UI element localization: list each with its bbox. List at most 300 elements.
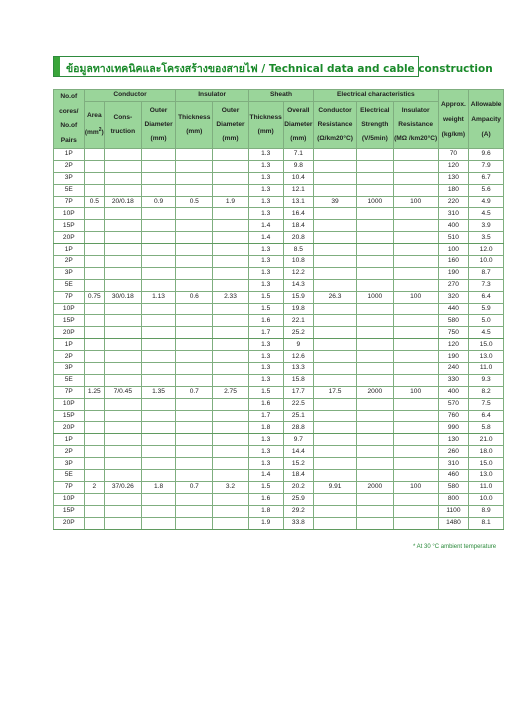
cores-cell: 20P: [54, 517, 85, 529]
weight-cell: 580: [438, 315, 469, 327]
conductor-outer-diameter-cell: [141, 327, 176, 339]
sheath-thickness-cell: 1.5: [248, 291, 283, 303]
sheath-thickness-cell: 1.3: [248, 339, 283, 351]
insulator-thickness-cell: [176, 160, 213, 172]
weight-cell: 100: [438, 244, 469, 256]
conductor-outer-diameter-cell: [141, 470, 176, 482]
electrical-strength-cell: [356, 374, 393, 386]
title-english: Technical data and cable construction: [268, 63, 493, 75]
electrical-strength-cell: [356, 184, 393, 196]
insulator-outer-diameter-cell: [213, 517, 249, 529]
electrical-strength-cell: [356, 398, 393, 410]
conductor-outer-diameter-cell: [141, 149, 176, 161]
technical-data-table: [53, 89, 504, 530]
cores-cell: 3P: [54, 458, 85, 470]
construction-cell: [104, 398, 141, 410]
header-insulator: Insulator: [176, 90, 248, 102]
area-cell: [84, 244, 104, 256]
header-conductor-resistance: Conductor Resistance (Ω/km20°C): [314, 102, 357, 149]
overall-diameter-cell: 29.2: [283, 505, 314, 517]
cores-cell: 1P: [54, 339, 85, 351]
table-row: [54, 493, 504, 505]
cores-cell: 7P: [54, 481, 85, 493]
overall-diameter-cell: 22.5: [283, 398, 314, 410]
construction-cell: [104, 517, 141, 529]
insulator-resistance-cell: [393, 256, 438, 268]
insulator-resistance-cell: [393, 232, 438, 244]
title-thai: ข้อมูลทางเทคนิคและโครงสร้างของสายไฟ: [66, 63, 258, 75]
conductor-resistance-cell: [314, 267, 357, 279]
insulator-outer-diameter-cell: [213, 149, 249, 161]
conductor-resistance-cell: [314, 220, 357, 232]
insulator-resistance-cell: [393, 446, 438, 458]
table-row: [54, 517, 504, 529]
conductor-outer-diameter-cell: [141, 172, 176, 184]
insulator-outer-diameter-cell: [213, 458, 249, 470]
insulator-outer-diameter-cell: [213, 410, 249, 422]
cores-cell: 20P: [54, 327, 85, 339]
weight-cell: 130: [438, 434, 469, 446]
construction-cell: [104, 303, 141, 315]
ampacity-cell: 9.3: [469, 374, 504, 386]
overall-diameter-cell: 12.1: [283, 184, 314, 196]
sheath-thickness-cell: 1.6: [248, 315, 283, 327]
electrical-strength-cell: [356, 422, 393, 434]
insulator-outer-diameter-cell: [213, 267, 249, 279]
insulator-outer-diameter-cell: [213, 256, 249, 268]
ampacity-cell: 15.0: [469, 458, 504, 470]
insulator-outer-diameter-cell: [213, 422, 249, 434]
construction-cell: [104, 267, 141, 279]
overall-diameter-cell: 13.3: [283, 363, 314, 375]
insulator-outer-diameter-cell: [213, 315, 249, 327]
insulator-resistance-cell: [393, 458, 438, 470]
table-row: [54, 244, 504, 256]
weight-cell: 190: [438, 351, 469, 363]
table-row: [54, 410, 504, 422]
area-cell: [84, 149, 104, 161]
insulator-outer-diameter-cell: [213, 339, 249, 351]
weight-cell: 760: [438, 410, 469, 422]
insulator-thickness-cell: [176, 244, 213, 256]
conductor-resistance-cell: [314, 327, 357, 339]
insulator-thickness-cell: [176, 422, 213, 434]
construction-cell: 7/0.45: [104, 386, 141, 398]
area-cell: [84, 172, 104, 184]
electrical-strength-cell: [356, 410, 393, 422]
electrical-strength-cell: [356, 267, 393, 279]
overall-diameter-cell: 15.2: [283, 458, 314, 470]
conductor-outer-diameter-cell: 1.35: [141, 386, 176, 398]
area-cell: [84, 220, 104, 232]
area-cell: [84, 493, 104, 505]
conductor-outer-diameter-cell: [141, 446, 176, 458]
conductor-resistance-cell: [314, 374, 357, 386]
ampacity-cell: 12.0: [469, 244, 504, 256]
cores-cell: 5E: [54, 279, 85, 291]
area-cell: [84, 232, 104, 244]
insulator-thickness-cell: [176, 232, 213, 244]
cores-cell: 2P: [54, 351, 85, 363]
ampacity-cell: 10.0: [469, 493, 504, 505]
section-title-box: [53, 56, 493, 77]
table-row: [54, 279, 504, 291]
insulator-resistance-cell: [393, 505, 438, 517]
insulator-resistance-cell: [393, 374, 438, 386]
weight-cell: 750: [438, 327, 469, 339]
construction-cell: [104, 160, 141, 172]
sheath-thickness-cell: 1.3: [248, 172, 283, 184]
sheath-thickness-cell: 1.3: [248, 244, 283, 256]
insulator-resistance-cell: [393, 327, 438, 339]
overall-diameter-cell: 9.8: [283, 160, 314, 172]
construction-cell: [104, 279, 141, 291]
table-row: [54, 339, 504, 351]
cores-cell: 3P: [54, 172, 85, 184]
construction-cell: [104, 493, 141, 505]
conductor-resistance-cell: [314, 315, 357, 327]
insulator-outer-diameter-cell: [213, 470, 249, 482]
construction-cell: [104, 351, 141, 363]
insulator-thickness-cell: [176, 208, 213, 220]
insulator-resistance-cell: 100: [393, 291, 438, 303]
table-row: [54, 184, 504, 196]
insulator-outer-diameter-cell: [213, 279, 249, 291]
table-row: [54, 303, 504, 315]
insulator-outer-diameter-cell: 1.9: [213, 196, 249, 208]
cores-cell: 1P: [54, 149, 85, 161]
insulator-thickness-cell: [176, 256, 213, 268]
sheath-thickness-cell: 1.5: [248, 303, 283, 315]
conductor-resistance-cell: [314, 244, 357, 256]
overall-diameter-cell: 22.1: [283, 315, 314, 327]
insulator-resistance-cell: [393, 315, 438, 327]
conductor-outer-diameter-cell: [141, 339, 176, 351]
electrical-strength-cell: 2000: [356, 481, 393, 493]
weight-cell: 130: [438, 172, 469, 184]
conductor-outer-diameter-cell: [141, 398, 176, 410]
sheath-thickness-cell: 1.3: [248, 149, 283, 161]
insulator-outer-diameter-cell: 2.33: [213, 291, 249, 303]
electrical-strength-cell: [356, 208, 393, 220]
overall-diameter-cell: 9.7: [283, 434, 314, 446]
construction-cell: [104, 220, 141, 232]
overall-diameter-cell: 33.8: [283, 517, 314, 529]
table-row: [54, 208, 504, 220]
sheath-thickness-cell: 1.3: [248, 363, 283, 375]
insulator-resistance-cell: [393, 172, 438, 184]
header-electrical-strength: Electrical Strength (V/5min): [356, 102, 393, 149]
cores-cell: 1P: [54, 244, 85, 256]
construction-cell: [104, 208, 141, 220]
ampacity-cell: 5.9: [469, 303, 504, 315]
overall-diameter-cell: 10.8: [283, 256, 314, 268]
insulator-resistance-cell: [393, 244, 438, 256]
weight-cell: 460: [438, 470, 469, 482]
conductor-resistance-cell: [314, 160, 357, 172]
overall-diameter-cell: 25.1: [283, 410, 314, 422]
electrical-strength-cell: [356, 315, 393, 327]
electrical-strength-cell: [356, 351, 393, 363]
conductor-resistance-cell: [314, 493, 357, 505]
insulator-resistance-cell: [393, 410, 438, 422]
overall-diameter-cell: 20.2: [283, 481, 314, 493]
area-cell: [84, 398, 104, 410]
ampacity-cell: 5.8: [469, 422, 504, 434]
conductor-resistance-cell: [314, 351, 357, 363]
header-approx-weight: Approx. weight (kg/km): [438, 90, 469, 149]
sheath-thickness-cell: 1.9: [248, 517, 283, 529]
table-row: [54, 446, 504, 458]
insulator-outer-diameter-cell: [213, 160, 249, 172]
header-sheath-thickness: Thickness (mm): [248, 102, 283, 149]
insulator-resistance-cell: [393, 363, 438, 375]
weight-cell: 1100: [438, 505, 469, 517]
electrical-strength-cell: [356, 339, 393, 351]
conductor-outer-diameter-cell: 1.13: [141, 291, 176, 303]
table-row: [54, 160, 504, 172]
weight-cell: 990: [438, 422, 469, 434]
table-row: [54, 256, 504, 268]
ampacity-cell: 3.9: [469, 220, 504, 232]
electrical-strength-cell: [356, 232, 393, 244]
construction-cell: [104, 232, 141, 244]
weight-cell: 1480: [438, 517, 469, 529]
electrical-strength-cell: [356, 327, 393, 339]
header-construction: Cons- truction: [104, 102, 141, 149]
conductor-resistance-cell: [314, 410, 357, 422]
electrical-strength-cell: [356, 160, 393, 172]
area-cell: [84, 446, 104, 458]
insulator-resistance-cell: [393, 208, 438, 220]
electrical-strength-cell: 1000: [356, 291, 393, 303]
ampacity-cell: 7.5: [469, 398, 504, 410]
area-cell: [84, 374, 104, 386]
sheath-thickness-cell: 1.3: [248, 351, 283, 363]
sheath-thickness-cell: 1.3: [248, 374, 283, 386]
weight-cell: 260: [438, 446, 469, 458]
construction-cell: [104, 149, 141, 161]
insulator-outer-diameter-cell: [213, 351, 249, 363]
table-row: [54, 315, 504, 327]
weight-cell: 220: [438, 196, 469, 208]
ampacity-cell: 4.5: [469, 327, 504, 339]
cores-cell: 5E: [54, 470, 85, 482]
insulator-resistance-cell: [393, 279, 438, 291]
ampacity-cell: 6.4: [469, 410, 504, 422]
header-sheath: Sheath: [248, 90, 313, 102]
conductor-outer-diameter-cell: [141, 184, 176, 196]
area-cell: [84, 160, 104, 172]
cores-cell: 10P: [54, 208, 85, 220]
weight-cell: 120: [438, 339, 469, 351]
table-row: [54, 458, 504, 470]
ampacity-cell: 8.7: [469, 267, 504, 279]
area-cell: [84, 208, 104, 220]
area-cell: [84, 279, 104, 291]
insulator-thickness-cell: [176, 517, 213, 529]
conductor-resistance-cell: [314, 208, 357, 220]
conductor-resistance-cell: [314, 279, 357, 291]
sheath-thickness-cell: 1.3: [248, 160, 283, 172]
cores-cell: 2P: [54, 256, 85, 268]
insulator-thickness-cell: 0.7: [176, 481, 213, 493]
header-conductor-outer-diameter: Outer Diameter (mm): [141, 102, 176, 149]
overall-diameter-cell: 25.9: [283, 493, 314, 505]
insulator-thickness-cell: 0.7: [176, 386, 213, 398]
cores-cell: 7P: [54, 386, 85, 398]
insulator-thickness-cell: 0.5: [176, 196, 213, 208]
insulator-resistance-cell: [393, 422, 438, 434]
ampacity-cell: 6.4: [469, 291, 504, 303]
sheath-thickness-cell: 1.8: [248, 422, 283, 434]
weight-cell: 580: [438, 481, 469, 493]
table-row: [54, 232, 504, 244]
conductor-outer-diameter-cell: 0.9: [141, 196, 176, 208]
ampacity-cell: 9.6: [469, 149, 504, 161]
table-row: [54, 196, 504, 208]
construction-cell: [104, 470, 141, 482]
ampacity-cell: 7.9: [469, 160, 504, 172]
weight-cell: 190: [438, 267, 469, 279]
electrical-strength-cell: [356, 244, 393, 256]
table-row: [54, 267, 504, 279]
cores-cell: 15P: [54, 220, 85, 232]
construction-cell: [104, 327, 141, 339]
conductor-outer-diameter-cell: [141, 458, 176, 470]
cores-cell: 15P: [54, 315, 85, 327]
table-row: [54, 220, 504, 232]
construction-cell: [104, 434, 141, 446]
sheath-thickness-cell: 1.3: [248, 196, 283, 208]
header-area: Area $(mm^2)$: [84, 102, 104, 149]
weight-cell: 400: [438, 220, 469, 232]
conductor-resistance-cell: [314, 434, 357, 446]
cores-cell: 20P: [54, 232, 85, 244]
section-title: [66, 60, 493, 77]
insulator-resistance-cell: [393, 339, 438, 351]
conductor-outer-diameter-cell: [141, 374, 176, 386]
weight-cell: 120: [438, 160, 469, 172]
ambient-temperature-footnote: * At 30 °C ambient temperature: [413, 544, 497, 550]
construction-cell: 37/0.26: [104, 481, 141, 493]
insulator-outer-diameter-cell: [213, 208, 249, 220]
insulator-resistance-cell: [393, 184, 438, 196]
ampacity-cell: 11.0: [469, 363, 504, 375]
electrical-strength-cell: [356, 172, 393, 184]
insulator-thickness-cell: [176, 351, 213, 363]
area-cell: [84, 256, 104, 268]
area-cell: [84, 267, 104, 279]
construction-cell: [104, 446, 141, 458]
sheath-thickness-cell: 1.6: [248, 398, 283, 410]
insulator-outer-diameter-cell: 3.2: [213, 481, 249, 493]
ampacity-cell: 21.0: [469, 434, 504, 446]
insulator-resistance-cell: [393, 160, 438, 172]
insulator-resistance-cell: [393, 434, 438, 446]
area-cell: [84, 410, 104, 422]
insulator-resistance-cell: [393, 303, 438, 315]
header-insulator-thickness: Thickness (mm): [176, 102, 213, 149]
insulator-resistance-cell: 100: [393, 481, 438, 493]
table-row: [54, 351, 504, 363]
construction-cell: [104, 458, 141, 470]
conductor-outer-diameter-cell: [141, 220, 176, 232]
overall-diameter-cell: 14.4: [283, 446, 314, 458]
insulator-outer-diameter-cell: [213, 363, 249, 375]
conductor-outer-diameter-cell: [141, 351, 176, 363]
weight-cell: 800: [438, 493, 469, 505]
insulator-thickness-cell: [176, 327, 213, 339]
overall-diameter-cell: 15.8: [283, 374, 314, 386]
ampacity-cell: 13.0: [469, 351, 504, 363]
weight-cell: 330: [438, 374, 469, 386]
table-row: [54, 434, 504, 446]
header-electrical: Electrical characteristics: [314, 90, 438, 102]
table-row: [54, 398, 504, 410]
conductor-outer-diameter-cell: [141, 517, 176, 529]
table-row: [54, 422, 504, 434]
electrical-strength-cell: 1000: [356, 196, 393, 208]
insulator-resistance-cell: [393, 220, 438, 232]
cores-cell: 10P: [54, 398, 85, 410]
header-insulator-resistance: Insulator Resistance (MΩ /km20°C): [393, 102, 438, 149]
overall-diameter-cell: 14.3: [283, 279, 314, 291]
insulator-outer-diameter-cell: [213, 398, 249, 410]
sheath-thickness-cell: 1.5: [248, 481, 283, 493]
cores-cell: 3P: [54, 267, 85, 279]
insulator-thickness-cell: [176, 172, 213, 184]
insulator-thickness-cell: [176, 279, 213, 291]
title-accent-bar: [54, 57, 60, 76]
insulator-thickness-cell: [176, 446, 213, 458]
insulator-thickness-cell: [176, 374, 213, 386]
insulator-outer-diameter-cell: [213, 446, 249, 458]
weight-cell: 440: [438, 303, 469, 315]
electrical-strength-cell: [356, 434, 393, 446]
overall-diameter-cell: 12.2: [283, 267, 314, 279]
insulator-resistance-cell: [393, 267, 438, 279]
conductor-outer-diameter-cell: [141, 256, 176, 268]
ampacity-cell: 4.5: [469, 208, 504, 220]
overall-diameter-cell: 7.1: [283, 149, 314, 161]
conductor-resistance-cell: [314, 232, 357, 244]
overall-diameter-cell: 9: [283, 339, 314, 351]
area-cell: [84, 315, 104, 327]
conductor-resistance-cell: [314, 398, 357, 410]
weight-cell: 310: [438, 208, 469, 220]
insulator-thickness-cell: [176, 220, 213, 232]
conductor-resistance-cell: [314, 446, 357, 458]
header-conductor: Conductor: [84, 90, 176, 102]
weight-cell: 400: [438, 386, 469, 398]
construction-cell: [104, 256, 141, 268]
insulator-thickness-cell: [176, 398, 213, 410]
weight-cell: 70: [438, 149, 469, 161]
conductor-outer-diameter-cell: [141, 422, 176, 434]
conductor-outer-diameter-cell: [141, 410, 176, 422]
table-row: [54, 481, 504, 493]
cores-cell: 15P: [54, 410, 85, 422]
insulator-outer-diameter-cell: [213, 172, 249, 184]
conductor-outer-diameter-cell: [141, 315, 176, 327]
cores-cell: 7P: [54, 196, 85, 208]
insulator-thickness-cell: [176, 339, 213, 351]
area-cell: [84, 505, 104, 517]
sheath-thickness-cell: 1.5: [248, 386, 283, 398]
insulator-outer-diameter-cell: [213, 493, 249, 505]
construction-cell: 20/0.18: [104, 196, 141, 208]
